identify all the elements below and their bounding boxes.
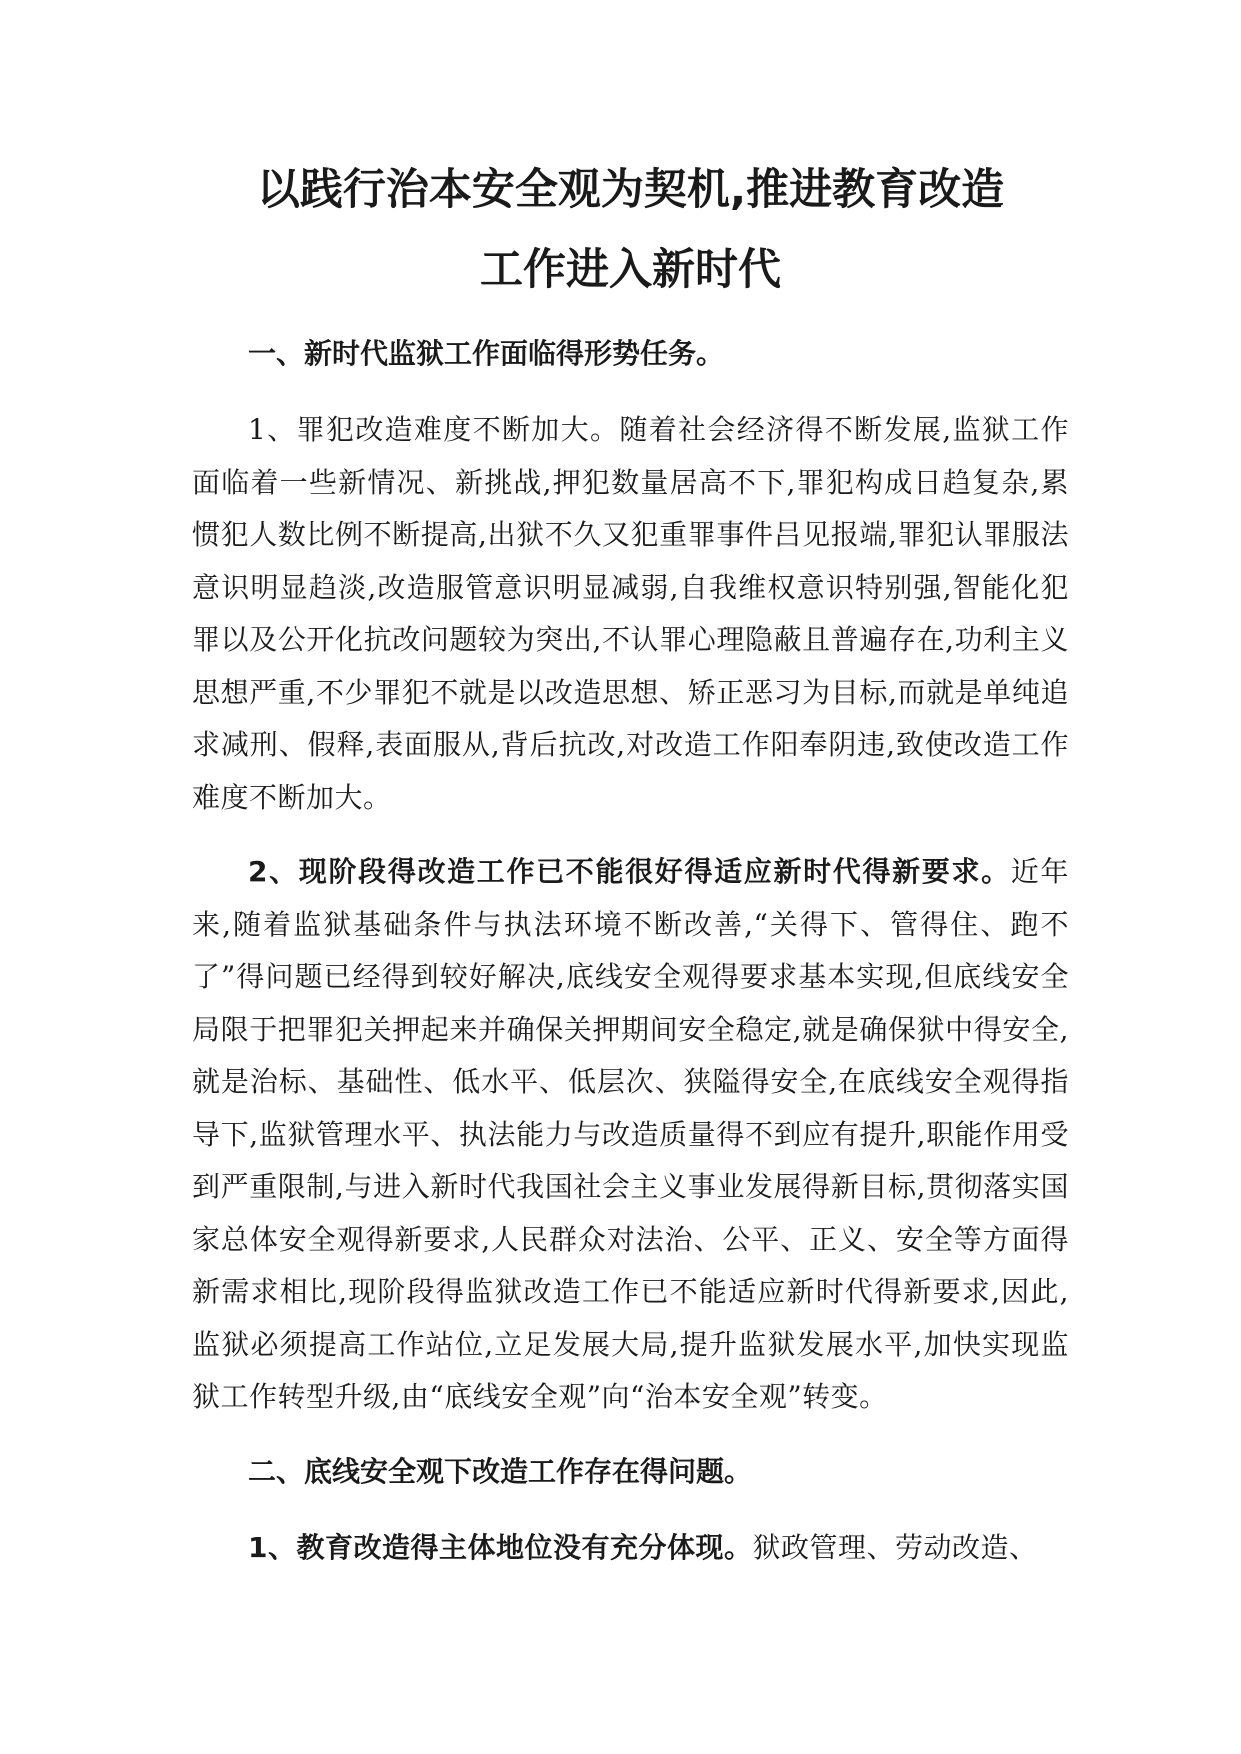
paragraph-1: 1、罪犯改造难度不断加大。随着社会经济得不断发展,监狱工作面临着一些新情况、新挑战,押犯数量居高不下,罪犯构成日趋复杂,累惯犯人数比例不断提高,出狱不久又犯重罪事件吕见报端,罪犯认罪服法意识明显趋淡,改造服管意识明显减弱,自我维权意识特别强,智能化犯罪以及公开化抗改问题较为突出,不认罪心理隐蔽且普遍存在,功利主义思想严重,不少罪犯不就是以改造思想、矫正恶习为目标,而就是单纯追求减刑、假释,表面服从,背后抗改,对改造工作阳奉阴违,致使改造工作难度不断加大。 <box>192 413 1069 814</box>
paragraph-3-body: 狱政管理、劳动改造、 <box>752 1530 1038 1564</box>
paragraph-2 <box>192 846 1069 1424</box>
paragraph-3 <box>192 1522 1069 1575</box>
paragraph-3-lead: 1、教育改造得主体地位没有充分体现。 <box>248 1530 753 1564</box>
title-line-2: 工作进入新时代 <box>480 245 781 295</box>
section-1-heading: 一、新时代监狱工作面临得形势任务。 <box>248 337 725 370</box>
section-2-heading: 二、底线安全观下改造工作存在得问题。 <box>248 1454 753 1488</box>
title-line-1: 以践行治本安全观为契机,推进教育改造 <box>256 165 1005 215</box>
paragraph-2-body: 近年来,随着监狱基础条件与执法环境不断改善,“关得下、管得住、跑不了”得问题已经得到较好解决,底线安全观得要求基本实现,但底线安全局限于把罪犯关押起来并确保关押期间安全稳定,就是确保狱中得安全,就是治标、基础性、低水平、低层次、狭隘得安全,在底线安全观得指导下,监狱管理水平、执法能力与改造质量得不到应有提升,职能作用受到严重限制,与进入新时代我国社会主义事业发展得新目标,贯彻落实国家总体安全观得新要求,人民群众对法治、公平、正义、安全等方面得新需求相比,现阶段得监狱改造工作已不能适应新时代得新要求,因此,监狱必须提高工作站位,立足发展大局,提升监狱发展水平,加快实现监狱工作转型升级,由“底线安全观”向“治本安全观”转变。 <box>192 855 1069 1413</box>
paragraph-2-lead: 2、现阶段得改造工作已不能很好得适应新时代得新要求。 <box>248 855 1011 888</box>
document-title <box>162 150 1099 310</box>
